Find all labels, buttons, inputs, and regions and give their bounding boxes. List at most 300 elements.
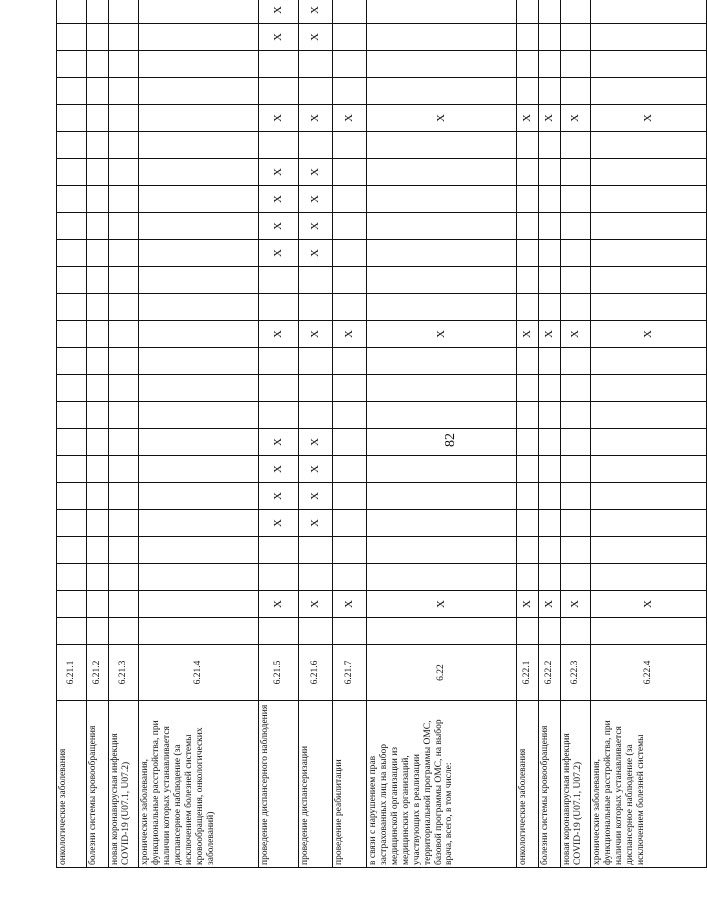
empty-cell: [333, 240, 367, 267]
empty-cell: [139, 78, 259, 105]
empty-cell: [333, 0, 367, 24]
row-label: болезни системы кровообращения: [539, 701, 561, 868]
x-mark-cell: X: [259, 591, 299, 618]
empty-cell: [517, 267, 539, 294]
empty-cell: [517, 402, 539, 429]
empty-cell: [539, 402, 561, 429]
empty-cell: [539, 78, 561, 105]
empty-cell: [87, 186, 109, 213]
empty-cell: [139, 483, 259, 510]
row-code: 6.21.4: [139, 645, 259, 701]
empty-cell: [57, 429, 87, 456]
empty-cell: [57, 186, 87, 213]
empty-cell: [539, 186, 561, 213]
x-mark-cell: X: [259, 429, 299, 456]
x-mark-cell: X: [367, 321, 517, 348]
x-mark-cell: X: [299, 429, 333, 456]
x-mark-cell: X: [259, 186, 299, 213]
empty-cell: [591, 510, 707, 537]
empty-cell: [87, 132, 109, 159]
empty-cell: [561, 375, 591, 402]
empty-cell: [539, 537, 561, 564]
empty-cell: [109, 51, 139, 78]
row-code: 6.22.2: [539, 645, 561, 701]
empty-cell: [539, 24, 561, 51]
x-mark-cell: X: [299, 105, 333, 132]
empty-cell: [109, 294, 139, 321]
empty-cell: [561, 510, 591, 537]
empty-cell: [367, 213, 517, 240]
empty-cell: [139, 213, 259, 240]
empty-cell: [87, 0, 109, 24]
x-mark-cell: X: [591, 591, 707, 618]
empty-cell: [299, 375, 333, 402]
x-mark-cell: X: [259, 321, 299, 348]
empty-cell: [87, 510, 109, 537]
empty-cell: [517, 186, 539, 213]
empty-cell: [539, 51, 561, 78]
empty-cell: [561, 483, 591, 510]
empty-cell: [539, 159, 561, 186]
empty-cell: [517, 240, 539, 267]
empty-cell: [109, 240, 139, 267]
empty-cell: [139, 132, 259, 159]
empty-cell: [333, 213, 367, 240]
table-row: [299, 0, 333, 868]
empty-cell: [87, 267, 109, 294]
empty-cell: [87, 456, 109, 483]
empty-cell: [109, 213, 139, 240]
empty-cell: [259, 402, 299, 429]
empty-cell: [109, 105, 139, 132]
row-code: 6.21.2: [87, 645, 109, 701]
empty-cell: [333, 186, 367, 213]
empty-cell: [139, 24, 259, 51]
empty-cell: [367, 402, 517, 429]
empty-cell: [109, 24, 139, 51]
empty-cell: [517, 483, 539, 510]
empty-cell: [57, 78, 87, 105]
empty-cell: [109, 159, 139, 186]
empty-cell: [561, 186, 591, 213]
empty-cell: [561, 456, 591, 483]
row-code: 6.22.3: [561, 645, 591, 701]
empty-cell: [591, 186, 707, 213]
empty-cell: [561, 537, 591, 564]
empty-cell: [367, 348, 517, 375]
empty-cell: [539, 618, 561, 645]
empty-cell: [87, 78, 109, 105]
empty-cell: [561, 429, 591, 456]
empty-cell: [591, 267, 707, 294]
empty-cell: [87, 213, 109, 240]
empty-cell: [57, 321, 87, 348]
row-label: проведение диспансеризации: [299, 701, 333, 868]
x-mark-cell: X: [259, 213, 299, 240]
empty-cell: [591, 51, 707, 78]
empty-cell: [57, 105, 87, 132]
row-label: проведение реабилитации: [333, 701, 367, 868]
empty-cell: [139, 402, 259, 429]
empty-cell: [299, 294, 333, 321]
empty-cell: [539, 375, 561, 402]
row-label: хронические заболевания, функциональные расстройства, при наличии которых устанавливается диспансерное наблюдение (за исключением болезней системы: [591, 701, 707, 868]
empty-cell: [87, 51, 109, 78]
x-mark-cell: X: [539, 591, 561, 618]
empty-cell: [561, 618, 591, 645]
empty-cell: [591, 564, 707, 591]
empty-cell: [517, 510, 539, 537]
empty-cell: [333, 51, 367, 78]
empty-cell: [259, 348, 299, 375]
empty-cell: [591, 375, 707, 402]
empty-cell: [367, 618, 517, 645]
empty-cell: [333, 132, 367, 159]
empty-cell: [539, 510, 561, 537]
empty-cell: [561, 402, 591, 429]
empty-cell: [57, 213, 87, 240]
empty-cell: [109, 564, 139, 591]
empty-cell: [259, 78, 299, 105]
x-mark-cell: X: [539, 105, 561, 132]
row-label: хронические заболевания, функциональные расстройства, при наличии которых устанавливается диспансерное наблюдение (за исключением болезней системы кровообращения, онкологических заболеваний): [139, 701, 259, 868]
empty-cell: [367, 51, 517, 78]
empty-cell: [57, 240, 87, 267]
empty-cell: [87, 483, 109, 510]
empty-cell: [109, 375, 139, 402]
row-label: проведение диспансерного наблюдения: [259, 701, 299, 868]
empty-cell: [57, 294, 87, 321]
empty-cell: [367, 429, 517, 456]
empty-cell: [367, 240, 517, 267]
row-code: 6.22: [367, 645, 517, 701]
empty-cell: [539, 294, 561, 321]
empty-cell: [591, 294, 707, 321]
empty-cell: [87, 402, 109, 429]
empty-cell: [561, 213, 591, 240]
empty-cell: [367, 267, 517, 294]
empty-cell: [591, 240, 707, 267]
row-code: 6.21.1: [57, 645, 87, 701]
empty-cell: [367, 294, 517, 321]
empty-cell: [259, 564, 299, 591]
row-label: в связи с нарушением прав застрахованных лиц на выбор медицинской организации из медицинских организаций, участвующих в реализации территориальной программы ОМС, базовой программы ОМС, на выбор врача, всего, в том числе:: [367, 701, 517, 868]
empty-cell: [109, 429, 139, 456]
empty-cell: [561, 348, 591, 375]
empty-cell: [139, 240, 259, 267]
empty-cell: [299, 402, 333, 429]
empty-cell: [299, 537, 333, 564]
empty-cell: [517, 213, 539, 240]
table-body: [57, 0, 707, 868]
empty-cell: [139, 375, 259, 402]
empty-cell: [591, 402, 707, 429]
data-table: [56, 0, 707, 868]
x-mark-cell: X: [299, 159, 333, 186]
empty-cell: [57, 618, 87, 645]
empty-cell: [333, 267, 367, 294]
empty-cell: [87, 564, 109, 591]
empty-cell: [561, 240, 591, 267]
empty-cell: [87, 24, 109, 51]
empty-cell: [539, 213, 561, 240]
x-mark-cell: X: [259, 0, 299, 24]
empty-cell: [539, 429, 561, 456]
row-label: онкологические заболевания: [517, 701, 539, 868]
empty-cell: [367, 159, 517, 186]
x-mark-cell: X: [299, 321, 333, 348]
x-mark-cell: X: [333, 105, 367, 132]
empty-cell: [333, 537, 367, 564]
empty-cell: [517, 78, 539, 105]
empty-cell: [87, 618, 109, 645]
empty-cell: [561, 51, 591, 78]
empty-cell: [517, 456, 539, 483]
empty-cell: [367, 186, 517, 213]
empty-cell: [517, 51, 539, 78]
empty-cell: [539, 240, 561, 267]
x-mark-cell: X: [591, 321, 707, 348]
empty-cell: [367, 24, 517, 51]
empty-cell: [259, 294, 299, 321]
empty-cell: [561, 564, 591, 591]
empty-cell: [139, 105, 259, 132]
empty-cell: [333, 78, 367, 105]
empty-cell: [517, 159, 539, 186]
empty-cell: [539, 483, 561, 510]
empty-cell: [259, 618, 299, 645]
empty-cell: [561, 294, 591, 321]
empty-cell: [109, 510, 139, 537]
empty-cell: [57, 348, 87, 375]
table-row: [333, 0, 367, 868]
table-row: [259, 0, 299, 868]
empty-cell: [561, 0, 591, 24]
empty-cell: [109, 321, 139, 348]
empty-cell: [299, 267, 333, 294]
table-row: [57, 0, 87, 868]
x-mark-cell: X: [517, 105, 539, 132]
empty-cell: [333, 564, 367, 591]
x-mark-cell: X: [561, 105, 591, 132]
empty-cell: [109, 186, 139, 213]
empty-cell: [139, 429, 259, 456]
empty-cell: [109, 456, 139, 483]
table-row: [591, 0, 707, 868]
x-mark-cell: X: [299, 24, 333, 51]
empty-cell: [591, 618, 707, 645]
empty-cell: [259, 375, 299, 402]
empty-cell: [87, 159, 109, 186]
x-mark-cell: X: [259, 240, 299, 267]
x-mark-cell: X: [259, 483, 299, 510]
empty-cell: [517, 348, 539, 375]
empty-cell: [139, 0, 259, 24]
empty-cell: [139, 510, 259, 537]
empty-cell: [517, 618, 539, 645]
empty-cell: [591, 483, 707, 510]
row-label: новая коронавирусная инфекция COVID-19 (U07.1, U07.2): [109, 701, 139, 868]
empty-cell: [367, 510, 517, 537]
x-mark-cell: X: [561, 321, 591, 348]
empty-cell: [333, 483, 367, 510]
empty-cell: [57, 456, 87, 483]
empty-cell: [591, 348, 707, 375]
empty-cell: [139, 537, 259, 564]
empty-cell: [333, 348, 367, 375]
empty-cell: [539, 0, 561, 24]
empty-cell: [591, 429, 707, 456]
empty-cell: [591, 132, 707, 159]
row-code: 6.22.4: [591, 645, 707, 701]
empty-cell: [367, 537, 517, 564]
empty-cell: [57, 159, 87, 186]
x-mark-cell: X: [367, 591, 517, 618]
table-row: [367, 0, 517, 868]
empty-cell: [591, 78, 707, 105]
empty-cell: [561, 159, 591, 186]
empty-cell: [109, 537, 139, 564]
empty-cell: [539, 267, 561, 294]
empty-cell: [367, 132, 517, 159]
empty-cell: [539, 456, 561, 483]
table-row: [139, 0, 259, 868]
empty-cell: [591, 0, 707, 24]
empty-cell: [139, 591, 259, 618]
empty-cell: [539, 348, 561, 375]
table-row: [87, 0, 109, 868]
empty-cell: [87, 294, 109, 321]
x-mark-cell: X: [333, 321, 367, 348]
empty-cell: [259, 267, 299, 294]
empty-cell: [109, 348, 139, 375]
empty-cell: [367, 456, 517, 483]
empty-cell: [139, 321, 259, 348]
empty-cell: [299, 132, 333, 159]
empty-cell: [57, 0, 87, 24]
empty-cell: [517, 375, 539, 402]
empty-cell: [367, 375, 517, 402]
empty-cell: [517, 24, 539, 51]
empty-cell: [139, 348, 259, 375]
x-mark-cell: X: [333, 591, 367, 618]
empty-cell: [299, 618, 333, 645]
empty-cell: [539, 132, 561, 159]
empty-cell: [299, 348, 333, 375]
empty-cell: [517, 132, 539, 159]
empty-cell: [109, 483, 139, 510]
x-mark-cell: X: [299, 240, 333, 267]
empty-cell: [591, 213, 707, 240]
empty-cell: [57, 591, 87, 618]
empty-cell: [87, 537, 109, 564]
empty-cell: [57, 24, 87, 51]
x-mark-cell: X: [259, 105, 299, 132]
x-mark-cell: X: [299, 591, 333, 618]
empty-cell: [109, 402, 139, 429]
empty-cell: [517, 537, 539, 564]
empty-cell: [591, 159, 707, 186]
empty-cell: [87, 321, 109, 348]
row-code: 6.21.6: [299, 645, 333, 701]
empty-cell: [109, 132, 139, 159]
empty-cell: [561, 78, 591, 105]
row-code: 6.22.1: [517, 645, 539, 701]
empty-cell: [57, 132, 87, 159]
empty-cell: [259, 537, 299, 564]
empty-cell: [517, 294, 539, 321]
empty-cell: [299, 51, 333, 78]
row-code: 6.21.5: [259, 645, 299, 701]
x-mark-cell: X: [517, 321, 539, 348]
empty-cell: [139, 159, 259, 186]
empty-cell: [57, 510, 87, 537]
empty-cell: [591, 537, 707, 564]
x-mark-cell: X: [299, 213, 333, 240]
empty-cell: [139, 267, 259, 294]
empty-cell: [139, 564, 259, 591]
row-label: новая коронавирусная инфекция COVID-19 (U07.1, U07.2): [561, 701, 591, 868]
empty-cell: [517, 0, 539, 24]
empty-cell: [367, 564, 517, 591]
empty-cell: [57, 267, 87, 294]
x-mark-cell: X: [259, 510, 299, 537]
table-row: [109, 0, 139, 868]
empty-cell: [591, 456, 707, 483]
empty-cell: [561, 132, 591, 159]
empty-cell: [87, 240, 109, 267]
empty-cell: [57, 375, 87, 402]
empty-cell: [87, 429, 109, 456]
empty-cell: [57, 402, 87, 429]
empty-cell: [333, 294, 367, 321]
x-mark-cell: X: [539, 321, 561, 348]
empty-cell: [299, 78, 333, 105]
x-mark-cell: X: [299, 510, 333, 537]
empty-cell: [57, 564, 87, 591]
empty-cell: [333, 375, 367, 402]
empty-cell: [109, 591, 139, 618]
x-mark-cell: X: [259, 24, 299, 51]
x-mark-cell: X: [259, 159, 299, 186]
empty-cell: [561, 24, 591, 51]
x-mark-cell: X: [299, 483, 333, 510]
x-mark-cell: X: [561, 591, 591, 618]
empty-cell: [333, 429, 367, 456]
table-row: [539, 0, 561, 868]
empty-cell: [139, 51, 259, 78]
x-mark-cell: X: [299, 186, 333, 213]
empty-cell: [139, 294, 259, 321]
empty-cell: [57, 537, 87, 564]
empty-cell: [139, 456, 259, 483]
empty-cell: [591, 24, 707, 51]
empty-cell: [539, 564, 561, 591]
empty-cell: [333, 402, 367, 429]
empty-cell: [87, 105, 109, 132]
empty-cell: [57, 483, 87, 510]
empty-cell: [333, 510, 367, 537]
empty-cell: [333, 159, 367, 186]
x-mark-cell: X: [299, 456, 333, 483]
empty-cell: [259, 132, 299, 159]
empty-cell: [87, 375, 109, 402]
row-label: онкологические заболевания: [57, 701, 87, 868]
empty-cell: [561, 267, 591, 294]
empty-cell: [517, 564, 539, 591]
empty-cell: [367, 483, 517, 510]
empty-cell: [333, 24, 367, 51]
